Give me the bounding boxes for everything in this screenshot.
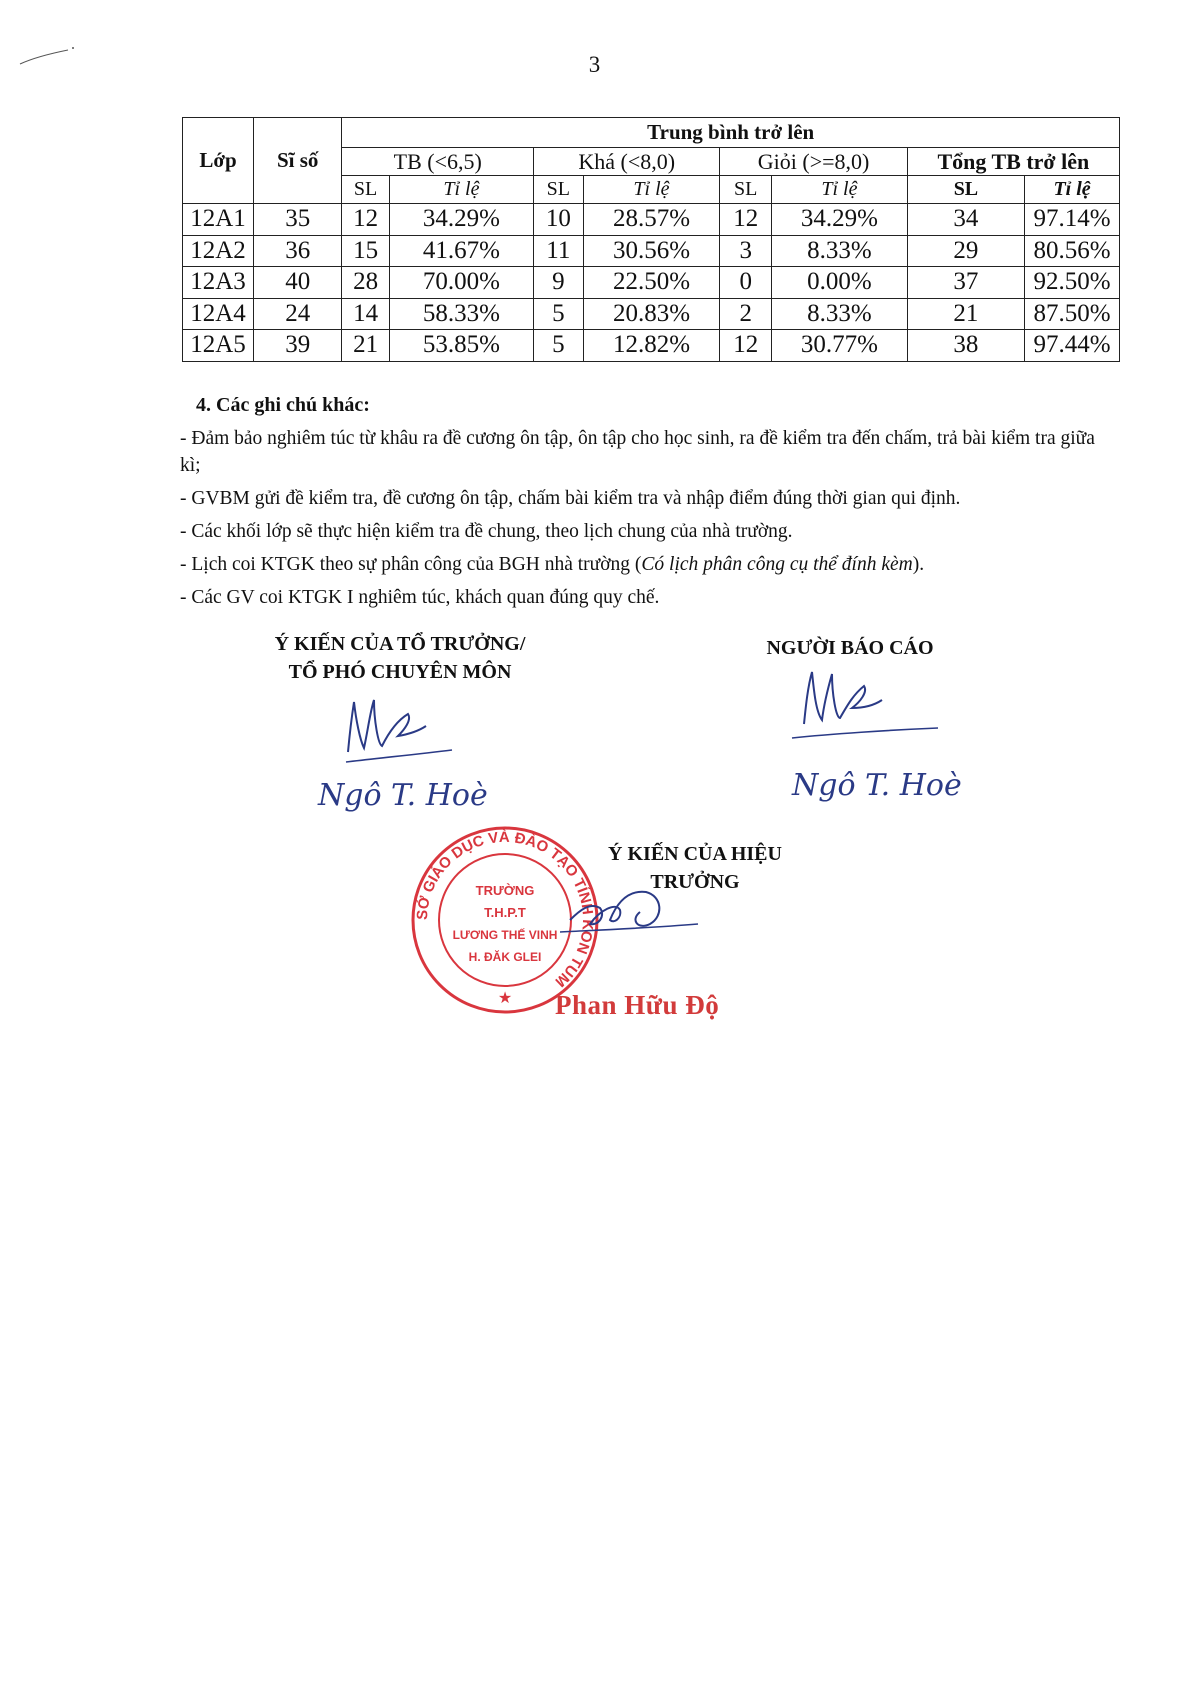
cell-tb-sl: 12 [342,204,389,236]
cell-tb-sl: 15 [342,235,389,267]
cell-gioi-tl: 8.33% [772,235,908,267]
header-sl: SL [907,176,1024,204]
right-signature-title: NGƯỜI BÁO CÁO [766,637,934,659]
note-item: - Các khối lớp sẽ thực hiện kiểm tra đề chung, theo lịch chung của nhà trường. [180,521,793,542]
table-row [183,298,1120,330]
cell-gioi-sl: 3 [720,235,772,267]
header-ti-le: Tỉ lệ [583,176,720,204]
cell-tong-sl: 38 [907,330,1024,362]
cell-tong-sl: 21 [907,298,1024,330]
seal-outer-text: SỞ GIÁO DỤC VÀ ĐÀO TẠO TỈNH KON TUM [413,828,597,991]
cell-gioi-tl: 8.33% [772,298,908,330]
cell-tb-sl: 21 [342,330,389,362]
seal-line4: H. ĐĂK GLEI [468,950,542,964]
cell-kha-sl: 10 [534,204,584,236]
cell-tb-tl: 70.00% [389,267,533,299]
header-tong: Tổng TB trở lên [907,148,1119,176]
header-ti-le: Tỉ lệ [389,176,533,204]
cell-kha-sl: 11 [534,235,584,267]
cell-kha-tl: 20.83% [583,298,720,330]
header-ti-le: Tỉ lệ [772,176,908,204]
note-schedule-italic: Có lịch phân công cụ thể đính kèm [641,554,913,575]
header-ti-le: Tỉ lệ [1025,176,1120,204]
cell-kha-tl: 30.56% [583,235,720,267]
results-table [182,117,1120,362]
page-number: 3 [588,52,601,77]
cell-tb-tl: 41.67% [389,235,533,267]
cell-gioi-tl: 30.77% [772,330,908,362]
cell-tong-sl: 29 [907,235,1024,267]
cell-si-so: 39 [254,330,342,362]
header-tb: TB (<6,5) [342,148,534,176]
cell-si-so: 24 [254,298,342,330]
cell-tong-tl: 92.50% [1025,267,1120,299]
cell-lop: 12A3 [183,267,254,299]
cell-lop: 12A5 [183,330,254,362]
seal-line2: T.H.P.T [484,905,526,920]
cell-kha-sl: 5 [534,330,584,362]
table-row [183,267,1120,299]
note-item: - Đảm bảo nghiêm túc từ khâu ra đề cương ôn tập, ôn tập cho học sinh, ra đề kiểm tra đến chấm, trả bài kiểm tra giữa kì; [180,428,1095,476]
header-sl: SL [534,176,584,204]
table-row [183,330,1120,362]
cell-lop: 12A4 [183,298,254,330]
header-sl: SL [720,176,772,204]
header-gioi: Giỏi (>=8,0) [720,148,907,176]
notes-heading: 4. Các ghi chú khác: [196,394,370,416]
cell-lop: 12A1 [183,204,254,236]
cell-gioi-sl: 12 [720,204,772,236]
principal-signature [560,880,700,950]
cell-tb-sl: 14 [342,298,389,330]
seal-star-icon: ★ [497,990,513,1007]
header-kha: Khá (<8,0) [534,148,720,176]
cell-gioi-sl: 0 [720,267,772,299]
cell-si-so: 36 [254,235,342,267]
left-title-line2: TỔ PHÓ CHUYÊN MÔN [288,661,512,683]
cell-tong-tl: 97.44% [1025,330,1120,362]
principal-name: Phan Hữu Độ [555,990,720,1020]
cell-tb-tl: 58.33% [389,298,533,330]
seal-line3: LƯƠNG THẾ VINH [452,928,558,942]
header-trung-binh: Trung bình trở lên [342,118,1120,148]
left-signer-name: Ngô T. Hoè [318,778,488,813]
cell-kha-tl: 28.57% [583,204,720,236]
cell-tong-sl: 37 [907,267,1024,299]
note-item: - GVBM gửi đề kiểm tra, đề cương ôn tập, chấm bài kiểm tra và nhập điểm đúng thời gian qui định. [180,488,961,509]
table-row [183,235,1120,267]
cell-gioi-sl: 12 [720,330,772,362]
notes-section [180,392,1100,617]
principal-signature-title: Ý KIẾN CỦA HIỆU TRƯỞNG [608,843,782,893]
cell-kha-sl: 9 [534,267,584,299]
header-lop: Lớp [183,118,254,204]
seal-line1: TRƯỜNG [475,883,535,898]
right-signer-name: Ngô T. Hoè [792,768,962,803]
note-schedule-prefix: - Lịch coi KTGK theo sự phân công của BGH nhà trường ( [180,554,642,575]
cell-tong-tl: 87.50% [1025,298,1120,330]
cell-lop: 12A2 [183,235,254,267]
cell-kha-sl: 5 [534,298,584,330]
left-title-line1: Ý KIẾN CỦA TỔ TRƯỞNG/ [274,633,526,655]
cell-tb-tl: 53.85% [389,330,533,362]
cell-gioi-sl: 2 [720,298,772,330]
header-si-so: Sĩ số [254,118,342,204]
note-item-schedule [180,551,1100,578]
left-signature [340,690,460,770]
cell-tb-tl: 34.29% [389,204,533,236]
cell-kha-tl: 12.82% [583,330,720,362]
header-sl: SL [342,176,389,204]
cell-tong-sl: 34 [907,204,1024,236]
table-body [183,204,1120,362]
cell-gioi-tl: 34.29% [772,204,908,236]
note-item: - Các GV coi KTGK I nghiêm túc, khách quan đúng quy chế. [180,587,660,608]
left-signature-title [240,630,560,686]
cell-kha-tl: 22.50% [583,267,720,299]
cell-si-so: 40 [254,267,342,299]
cell-tb-sl: 28 [342,267,389,299]
cell-tong-tl: 80.56% [1025,235,1120,267]
right-signature [790,664,940,744]
note-schedule-suffix: ). [912,554,925,575]
cell-si-so: 35 [254,204,342,236]
cell-gioi-tl: 0.00% [772,267,908,299]
table-row [183,204,1120,236]
cell-tong-tl: 97.14% [1025,204,1120,236]
